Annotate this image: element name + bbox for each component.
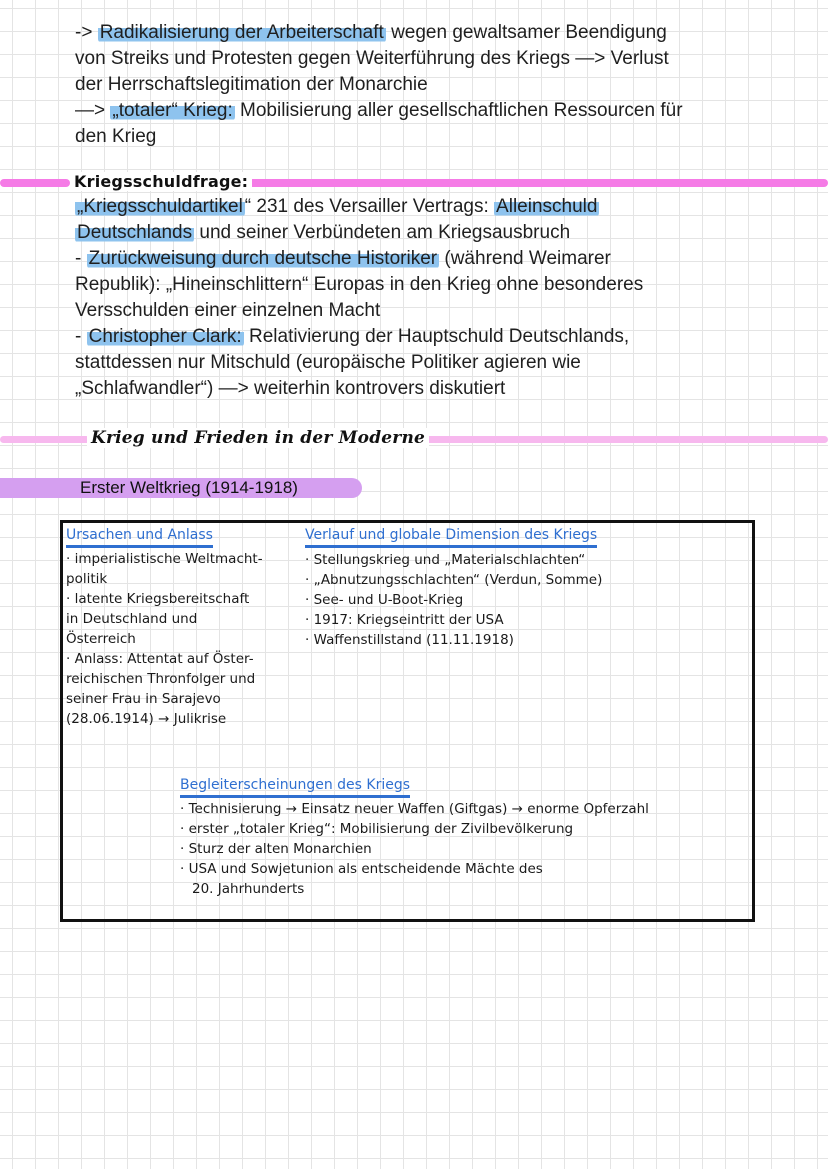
list-item: · Anlass: Attentat auf Öster- (66, 651, 254, 667)
highlight-kriegsschuldartikel: „Kriegsschuldartikel (77, 196, 243, 217)
kriegsschuld-line-4: Republik): „Hineinschlittern“ Europas in den Krieg ohne besonderes (75, 274, 644, 295)
kriegsschuld-line-5: Versschulden einer einzelnen Macht (75, 300, 381, 321)
highlight-totaler-krieg: „totaler“ Krieg: (112, 100, 233, 121)
highlight-zurueckweisung: Zurückweisung durch deutsche Historiker (88, 248, 438, 269)
intro-paragraph (75, 20, 765, 150)
arrow-prefix: -> (75, 22, 98, 43)
list-item: Österreich (66, 631, 136, 647)
dash-prefix: - (75, 326, 87, 347)
heading-divider-right (235, 179, 828, 187)
list-item: · Stellungskrieg und „Materialschlachten“ (305, 552, 586, 568)
list-item: · Waffenstillstand (11.11.1918) (305, 632, 514, 648)
side-effects-list (180, 799, 750, 899)
intro-text: Mobilisierung aller gesellschaftlichen Ressourcen für (234, 100, 683, 121)
list-item: · latente Kriegsbereitschaft (66, 591, 250, 607)
heading-divider-left (0, 179, 70, 187)
intro-line-4 (75, 98, 765, 124)
intro-line-5: den Krieg (75, 126, 157, 147)
section-divider-left (0, 436, 90, 443)
subheading-label: Erster Weltkrieg (1914-1918) (80, 478, 298, 497)
kriegsschuld-text: Relativierung der Hauptschuld Deutschlands, (243, 326, 630, 347)
causes-column (66, 526, 286, 729)
kriegsschuld-line-3 (75, 246, 765, 272)
arrow-prefix: —> (75, 100, 111, 121)
section-divider-right (372, 436, 828, 443)
course-list (305, 550, 745, 650)
list-item: · „Abnutzungsschlachten“ (Verdun, Somme) (305, 572, 603, 588)
kriegsschuld-text: und seiner Verbündeten am Kriegsausbruch (194, 222, 571, 243)
intro-line-3: der Herrschaftslegitimation der Monarchie (75, 74, 428, 95)
kriegsschuld-line-1 (75, 194, 765, 220)
side-effects-title: Begleiterscheinungen des Kriegs (180, 776, 410, 798)
list-item: · erster „totaler Krieg“: Mobilisierung der Zivilbevölkerung (180, 821, 574, 837)
side-effects-column (180, 776, 750, 899)
section-heading: Krieg und Frieden in der Moderne (87, 428, 429, 448)
list-item: seiner Frau in Sarajevo (66, 691, 221, 707)
intro-line-2: von Streiks und Protesten gegen Weiterführung des Kriegs —> Verlust (75, 48, 669, 69)
kriegsschuld-line-2 (75, 220, 765, 246)
highlight-alleinschuld: Alleinschuld (496, 196, 598, 217)
kriegsschuld-line-7: stattdessen nur Mitschuld (europäische Politiker agieren wie (75, 352, 581, 373)
list-item: 20. Jahrhunderts (192, 881, 305, 897)
list-item: · imperialistische Weltmacht- (66, 551, 263, 567)
highlight-radikalisierung: Radikalisierung der Arbeiterschaft (99, 22, 384, 43)
list-item: · See- und U-Boot-Krieg (305, 592, 464, 608)
list-item: (28.06.1914) → Julikrise (66, 711, 227, 727)
kriegsschuld-heading: Kriegsschuldfrage: (70, 172, 252, 191)
list-item: · 1917: Kriegseintritt der USA (305, 612, 504, 628)
list-item: politik (66, 571, 108, 587)
kriegsschuld-paragraph (75, 194, 765, 402)
causes-list (66, 549, 286, 729)
kriegsschuld-line-6 (75, 324, 765, 350)
course-column (305, 526, 745, 650)
list-item: in Deutschland und (66, 611, 198, 627)
intro-line-1 (75, 20, 765, 46)
dash-prefix: - (75, 248, 87, 269)
causes-title: Ursachen und Anlass (66, 526, 213, 548)
kriegsschuld-line-8: „Schlafwandler“) —> weiterhin kontrovers diskutiert (75, 378, 506, 399)
list-item: · Sturz der alten Monarchien (180, 841, 372, 857)
list-item: reichischen Thronfolger und (66, 671, 256, 687)
list-item: · Technisierung → Einsatz neuer Waffen (Giftgas) → enorme Opferzahl (180, 801, 649, 817)
intro-text: wegen gewaltsamer Beendigung (385, 22, 667, 43)
list-item: · USA und Sowjetunion als entscheidende Mächte des (180, 861, 543, 877)
highlight-clark: Christopher Clark: (88, 326, 242, 347)
highlight-deutschlands: Deutschlands (77, 222, 193, 243)
kriegsschuld-text: “ 231 des Versailler Vertrags: (244, 196, 495, 217)
kriegsschuld-text: (während Weimarer (439, 248, 611, 269)
course-title: Verlauf und globale Dimension des Kriegs (305, 526, 597, 548)
